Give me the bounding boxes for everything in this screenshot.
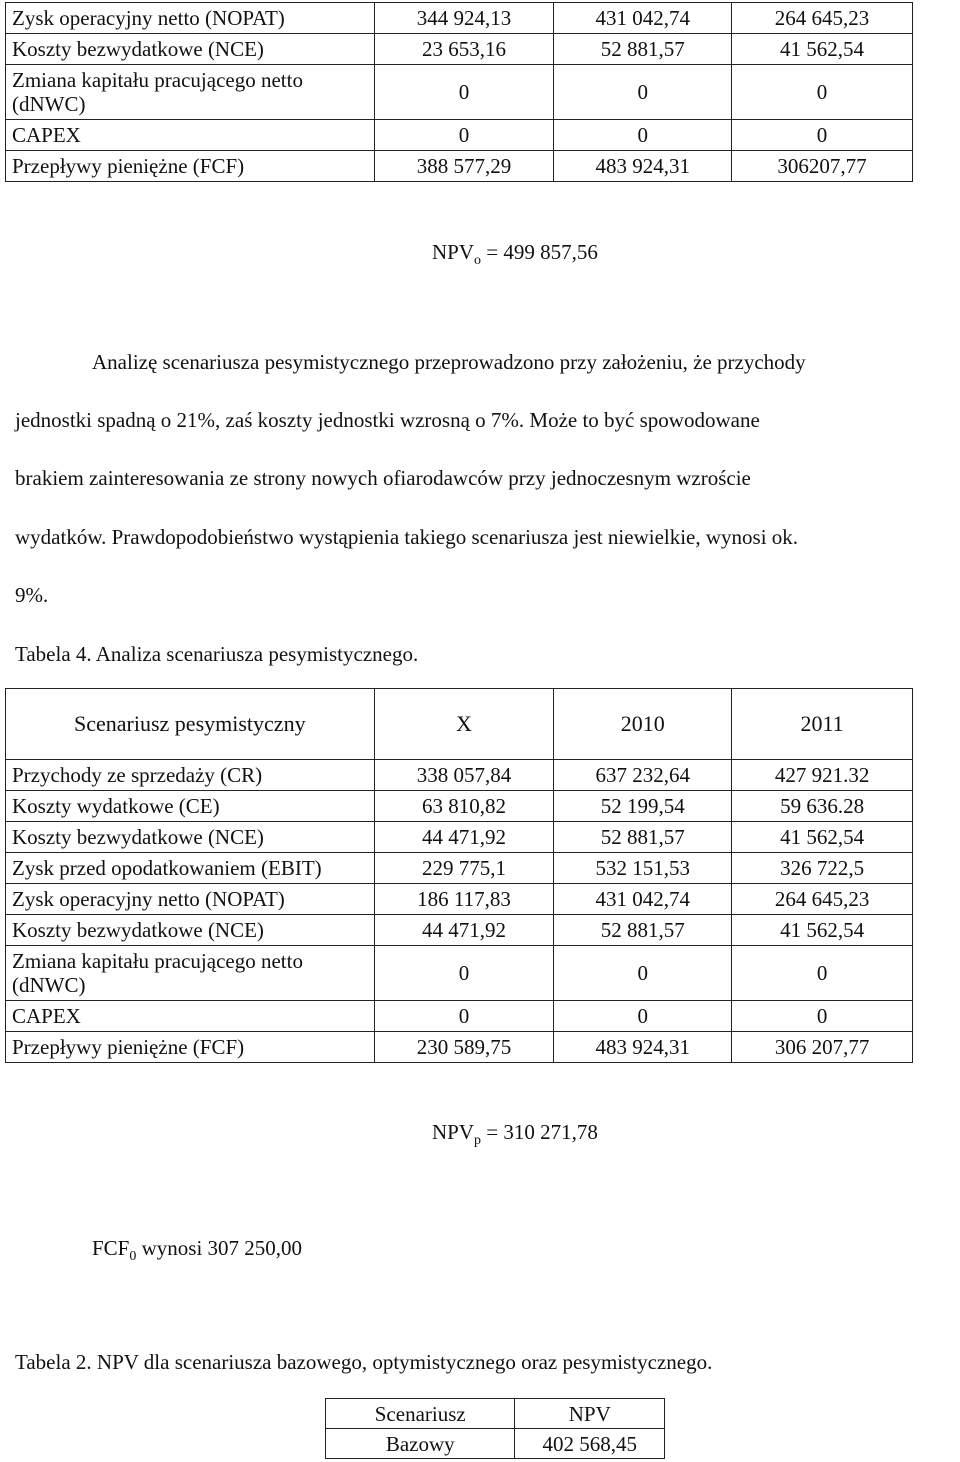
cell-value: 0 bbox=[732, 946, 913, 1001]
row-label: CAPEX bbox=[6, 1001, 375, 1032]
table-row bbox=[6, 946, 913, 1001]
cell-value: 0 bbox=[732, 120, 913, 151]
table-header-row bbox=[326, 1399, 665, 1429]
npv-subscript: o bbox=[474, 253, 482, 268]
cell-value: 59 636.28 bbox=[732, 791, 913, 822]
cell-value: 264 645,23 bbox=[732, 884, 913, 915]
cell-value: 431 042,74 bbox=[554, 884, 732, 915]
row-label: Koszty bezwydatkowe (NCE) bbox=[6, 822, 375, 853]
paragraph-line: brakiem zainteresowania ze strony nowych ofiarodawców przy jednoczesnym wzroście bbox=[15, 466, 751, 490]
cell-value: 41 562,54 bbox=[732, 34, 913, 65]
cell-value: 483 924,31 bbox=[554, 1032, 732, 1063]
row-label: Zmiana kapitału pracującego netto (dNWC) bbox=[6, 65, 375, 120]
paragraph-line: wydatków. Prawdopodobieństwo wystąpienia takiego scenariusza jest niewielkie, wynosi ok. bbox=[15, 525, 799, 549]
table-row bbox=[6, 884, 913, 915]
scenario-cell: Bazowy bbox=[326, 1429, 515, 1459]
table-row bbox=[6, 853, 913, 884]
cell-value: 0 bbox=[374, 65, 554, 120]
table-row bbox=[6, 65, 913, 120]
table-row bbox=[6, 1001, 913, 1032]
cell-value: 483 924,31 bbox=[554, 151, 732, 182]
cell-value: 264 645,23 bbox=[732, 3, 913, 34]
column-header: Scenariusz bbox=[326, 1399, 515, 1429]
table-row bbox=[6, 120, 913, 151]
npv-subscript: p bbox=[474, 1133, 482, 1148]
table-row bbox=[6, 822, 913, 853]
cell-value: 344 924,13 bbox=[374, 3, 554, 34]
column-header: X bbox=[374, 689, 554, 760]
row-label: Zysk przed opodatkowaniem (EBIT) bbox=[6, 853, 375, 884]
table-caption: Tabela 4. Analiza scenariusza pesymistycznego. bbox=[15, 642, 419, 666]
npv-summary-table bbox=[325, 1398, 665, 1459]
cell-value: 186 117,83 bbox=[374, 884, 554, 915]
cell-value: 306207,77 bbox=[732, 151, 913, 182]
pessimistic-scenario-table bbox=[5, 688, 913, 1063]
table-header-row bbox=[6, 689, 913, 760]
cell-value: 41 562,54 bbox=[732, 822, 913, 853]
cell-value: 0 bbox=[374, 1001, 554, 1032]
row-label: Zmiana kapitału pracującego netto (dNWC) bbox=[6, 946, 375, 1001]
column-header: Scenariusz pesymistyczny bbox=[6, 689, 375, 760]
paragraph-line: jednostki spadną o 21%, zaś koszty jednostki wzrosną o 7%. Może to być spowodowane bbox=[15, 408, 760, 432]
cell-value: 326 722,5 bbox=[732, 853, 913, 884]
cell-value: 0 bbox=[554, 120, 732, 151]
table-row bbox=[6, 3, 913, 34]
cashflow-table-top bbox=[5, 2, 913, 182]
row-label: Przepływy pieniężne (FCF) bbox=[6, 151, 375, 182]
column-header: 2010 bbox=[554, 689, 732, 760]
cell-value: 230 589,75 bbox=[374, 1032, 554, 1063]
cell-value: 229 775,1 bbox=[374, 853, 554, 884]
npv-pessimistic bbox=[432, 1120, 598, 1148]
fcf0-statement bbox=[92, 1236, 303, 1264]
row-label: Koszty wydatkowe (CE) bbox=[6, 791, 375, 822]
npv-label: NPV bbox=[432, 1120, 475, 1144]
cell-value: 52 199,54 bbox=[554, 791, 732, 822]
cell-value: 338 057,84 bbox=[374, 760, 554, 791]
cell-value: 63 810,82 bbox=[374, 791, 554, 822]
cell-value: 44 471,92 bbox=[374, 822, 554, 853]
table-row bbox=[6, 1032, 913, 1063]
cell-value: 52 881,57 bbox=[554, 34, 732, 65]
cell-value: 0 bbox=[374, 946, 554, 1001]
npv-cell: 402 568,45 bbox=[515, 1429, 665, 1459]
row-label: Zysk operacyjny netto (NOPAT) bbox=[6, 3, 375, 34]
cell-value: 44 471,92 bbox=[374, 915, 554, 946]
row-label: Zysk operacyjny netto (NOPAT) bbox=[6, 884, 375, 915]
npv-value: = 499 857,56 bbox=[481, 240, 598, 264]
cell-value: 0 bbox=[554, 65, 732, 120]
cell-value: 52 881,57 bbox=[554, 915, 732, 946]
cell-value: 23 653,16 bbox=[374, 34, 554, 65]
fcf-value: wynosi 307 250,00 bbox=[136, 1236, 303, 1260]
table-row bbox=[6, 791, 913, 822]
table-row bbox=[6, 915, 913, 946]
cell-value: 0 bbox=[554, 946, 732, 1001]
cell-value: 0 bbox=[374, 120, 554, 151]
cell-value: 532 151,53 bbox=[554, 853, 732, 884]
row-label: Przepływy pieniężne (FCF) bbox=[6, 1032, 375, 1063]
cell-value: 52 881,57 bbox=[554, 822, 732, 853]
table-row bbox=[6, 34, 913, 65]
row-label: Przychody ze sprzedaży (CR) bbox=[6, 760, 375, 791]
cell-value: 0 bbox=[732, 65, 913, 120]
paragraph-line: 9%. bbox=[15, 583, 49, 607]
cell-value: 388 577,29 bbox=[374, 151, 554, 182]
fcf-label: FCF bbox=[92, 1236, 130, 1260]
table-caption: Tabela 2. NPV dla scenariusza bazowego, optymistycznego oraz pesymistycznego. bbox=[15, 1350, 713, 1374]
column-header: NPV bbox=[515, 1399, 665, 1429]
cell-value: 0 bbox=[732, 1001, 913, 1032]
npv-label: NPV bbox=[432, 240, 475, 264]
cell-value: 41 562,54 bbox=[732, 915, 913, 946]
paragraph-line: Analizę scenariusza pesymistycznego przeprowadzono przy założeniu, że przychody bbox=[92, 350, 806, 374]
fcf-subscript: 0 bbox=[129, 1249, 137, 1264]
npv-value: = 310 271,78 bbox=[481, 1120, 598, 1144]
row-label: Koszty bezwydatkowe (NCE) bbox=[6, 915, 375, 946]
cell-value: 306 207,77 bbox=[732, 1032, 913, 1063]
table-row bbox=[6, 151, 913, 182]
cell-value: 427 921.32 bbox=[732, 760, 913, 791]
cell-value: 637 232,64 bbox=[554, 760, 732, 791]
row-label: CAPEX bbox=[6, 120, 375, 151]
cell-value: 431 042,74 bbox=[554, 3, 732, 34]
npv-optimistic bbox=[432, 240, 598, 268]
table-row bbox=[326, 1429, 665, 1459]
row-label: Koszty bezwydatkowe (NCE) bbox=[6, 34, 375, 65]
cell-value: 0 bbox=[554, 1001, 732, 1032]
column-header: 2011 bbox=[732, 689, 913, 760]
table-row bbox=[6, 760, 913, 791]
